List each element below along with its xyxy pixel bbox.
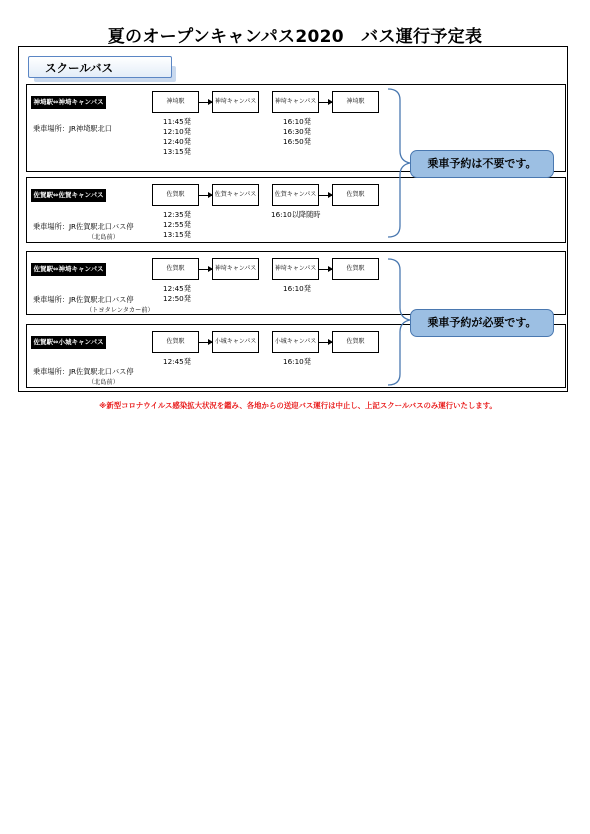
station-box: 佐賀駅 (152, 331, 199, 353)
station-box: 佐賀駅 (152, 258, 199, 280)
station-box: 神埼キャンパス (272, 91, 319, 113)
station-box: 佐賀駅 (332, 258, 379, 280)
station-box: 佐賀駅 (152, 184, 199, 206)
arrow-right-icon (199, 195, 212, 196)
page-title: 夏のオープンキャンパス2020 バス運行予定表 (107, 27, 483, 47)
arrow-right-icon (199, 269, 212, 270)
bracket-lower (388, 259, 410, 385)
route-label: 佐賀駅⇔小城キャンパス (31, 336, 106, 349)
return-time: 16:10発 (283, 357, 311, 366)
boarding-place: 乗車場所：JR神埼駅北口 (33, 124, 112, 133)
departure-time: 12:55発 (163, 220, 191, 229)
departure-time: 13:15発 (163, 230, 191, 239)
station-box: 佐賀キャンパス (212, 184, 259, 206)
station-box: 小城キャンパス (212, 331, 259, 353)
return-time: 16:10発 (283, 284, 311, 293)
return-time: 16:50発 (283, 137, 311, 146)
boarding-place-sub: （北島前） (88, 379, 119, 386)
station-box: 神埼キャンパス (272, 258, 319, 280)
station-box: 神埼駅 (332, 91, 379, 113)
notice-text: ※新型コロナウイルス感染拡大状況を鑑み、各地からの送迎バス運行は中止し、上記スクールバスのみ運行いたします。 (99, 401, 497, 410)
departure-time: 12:50発 (163, 294, 191, 303)
return-time: 16:10以降随時 (271, 210, 321, 219)
station-box: 神埼駅 (152, 91, 199, 113)
boarding-place: 乗車場所：JR佐賀駅北口バス停 (33, 295, 134, 304)
departure-time: 11:45発 (163, 117, 191, 126)
callout-reservation-required: 乗車予約が必要です。 (410, 309, 554, 337)
route-label: 佐賀駅⇔神埼キャンパス (31, 263, 106, 276)
arrow-right-icon (319, 195, 332, 196)
departure-time: 12:40発 (163, 137, 191, 146)
station-box: 神埼キャンパス (212, 91, 259, 113)
arrow-right-icon (319, 102, 332, 103)
station-box: 佐賀キャンパス (272, 184, 319, 206)
departure-time: 12:45発 (163, 357, 191, 366)
station-box: 小城キャンパス (272, 331, 319, 353)
return-time: 16:30発 (283, 127, 311, 136)
boarding-place-sub: （トヨタレンタカー前） (86, 307, 154, 314)
departure-time: 13:15発 (163, 147, 191, 156)
departure-time: 12:45発 (163, 284, 191, 293)
station-box: 佐賀駅 (332, 184, 379, 206)
arrow-right-icon (199, 342, 212, 343)
departure-time: 12:10発 (163, 127, 191, 136)
route-label: 佐賀駅⇔佐賀キャンパス (31, 189, 106, 202)
route-label: 神埼駅⇔神埼キャンパス (31, 96, 106, 109)
boarding-place: 乗車場所：JR佐賀駅北口バス停 (33, 367, 134, 376)
arrow-right-icon (319, 269, 332, 270)
arrow-right-icon (199, 102, 212, 103)
return-time: 16:10発 (283, 117, 311, 126)
boarding-place-sub: （北島前） (88, 234, 119, 241)
departure-time: 12:35発 (163, 210, 191, 219)
station-box: 佐賀駅 (332, 331, 379, 353)
bracket-graphics (380, 86, 410, 391)
boarding-place: 乗車場所：JR佐賀駅北口バス停 (33, 222, 134, 231)
bracket-upper (388, 89, 410, 237)
callout-no-reservation: 乗車予約は不要です。 (410, 150, 554, 178)
station-box: 神埼キャンパス (212, 258, 259, 280)
school-bus-tab: スクールバス (28, 56, 172, 78)
arrow-right-icon (319, 342, 332, 343)
